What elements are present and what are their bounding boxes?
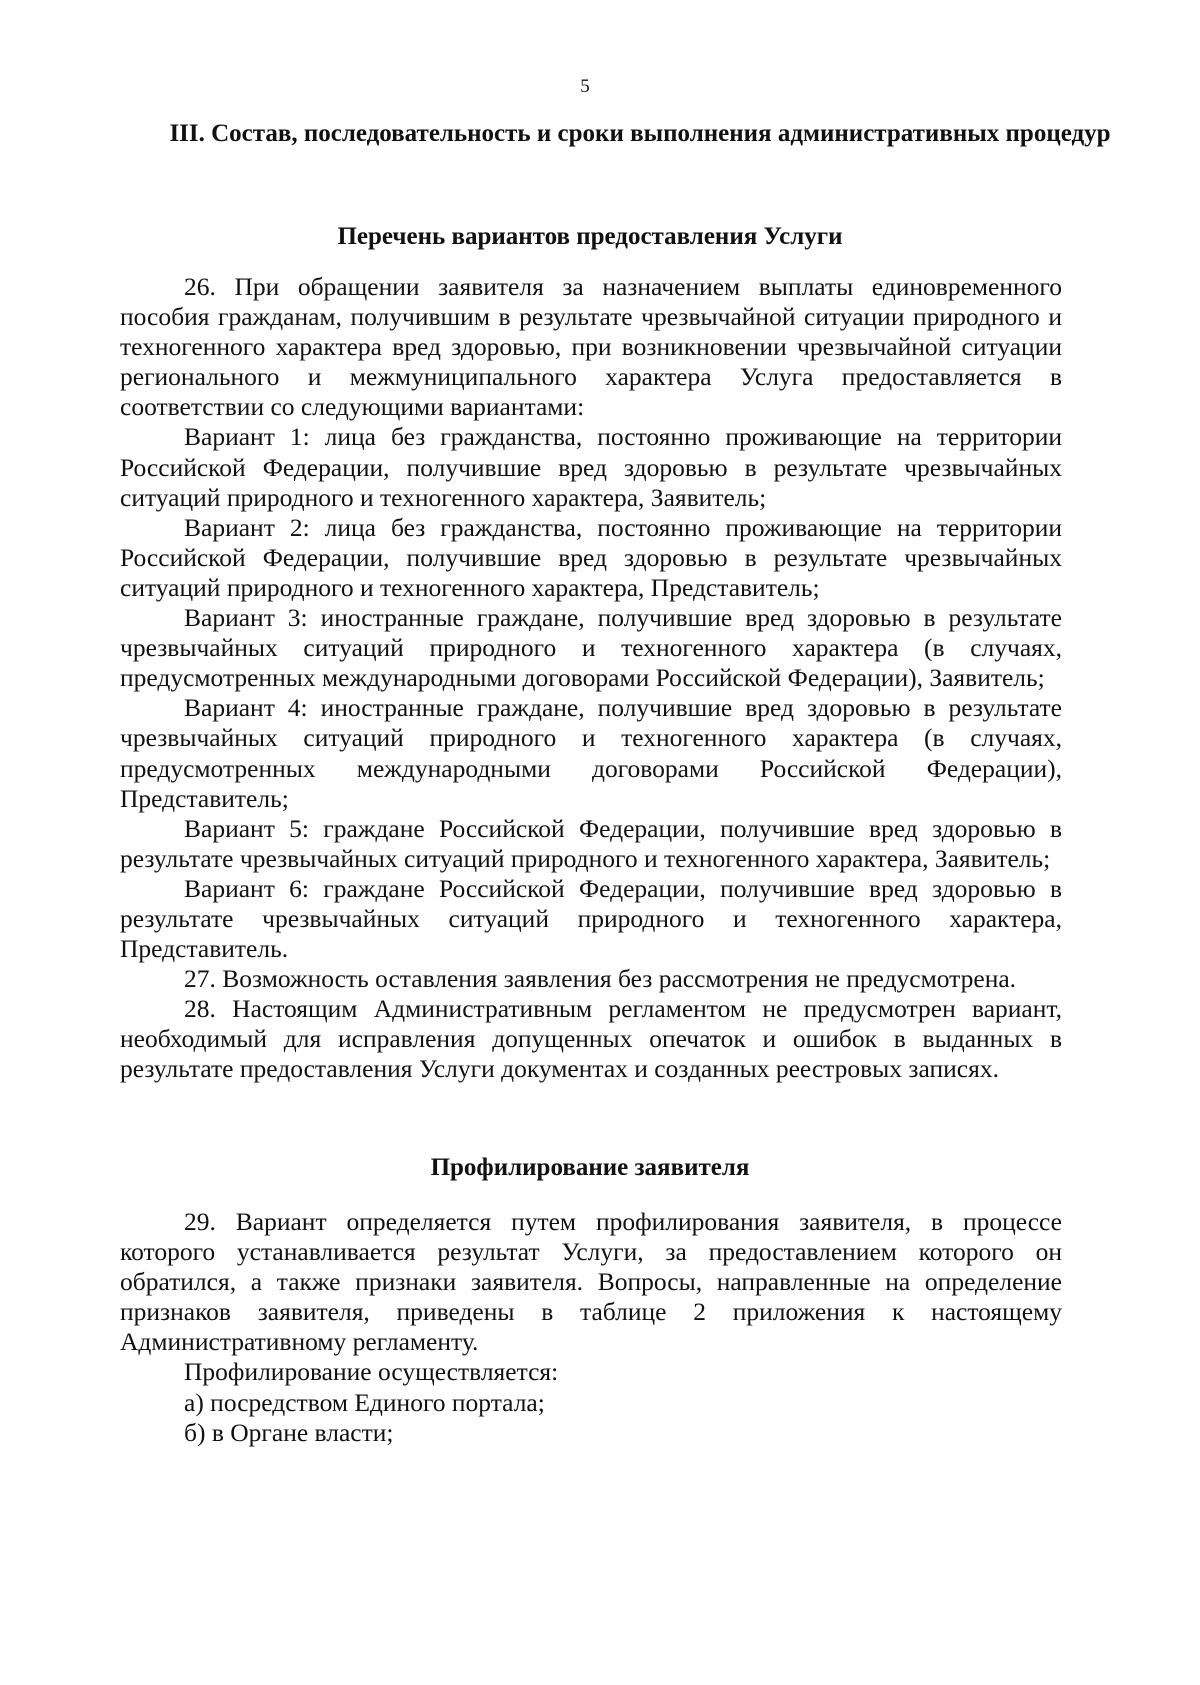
list-item-a: а) посредством Единого портала; [184,1387,545,1417]
body-section-profiling [120,1207,1062,1448]
paragraph-variant-5: Вариант 5: граждане Российской Федерации, получившие вред здоровью в результате чрезвычайных ситуаций природного и техногенного характера, Заявитель; [120,813,1062,873]
section-title: III. Состав, последовательность и сроки выполнения административных процедур [169,120,1111,147]
paragraph-variant-6: Вариант 6: граждане Российской Федерации, получившие вред здоровью в результате чрезвычайных ситуаций природного и техногенного характера, Представитель. [120,873,1062,964]
body-section-variants [120,272,1062,1085]
paragraph-26: 26. При обращении заявителя за назначением выплаты единовременного пособия гражданам, получившим в результате чрезвычайной ситуации природного и техногенного характера вред здоровью, при возникновении чрезвычайной ситуации регионального и межмуниципального характера Услуга предоставляется в соответствии со следующими вариантами: [120,272,1062,422]
paragraph-28: 28. Настоящим Административным регламентом не предусмотрен вариант, необходимый для исправления допущенных опечаток и ошибок в выданных в результате предоставления Услуги документах и созданных реестровых записях. [120,994,1062,1084]
paragraph-27: 27. Возможность оставления заявления без рассмотрения не предусмотрена. [184,964,1017,994]
heading-applicant-profiling: Профилирование заявителя [430,1154,750,1181]
paragraph-variant-2: Вариант 2: лица без гражданства, постоянно проживающие на территории Российской Федерации, получившие вред здоровью в результате чрезвычайных ситуаций природного и техногенного характера, Представитель; [120,512,1062,602]
paragraph-profiling-methods: Профилирование осуществляется: [184,1357,559,1387]
paragraph-29: 29. Вариант определяется путем профилирования заявителя, в процессе которого устанавливается результат Услуги, за предоставлением которого он обратился, а также признаки заявителя. Вопросы, направленные на определение признаков заявителя, приведены в таблице 2 приложения к настоящему Административному регламенту. [120,1207,1062,1357]
heading-service-variants: Перечень вариантов предоставления Услуги [337,223,843,250]
paragraph-variant-1: Вариант 1: лица без гражданства, постоянно проживающие на территории Российской Федерации, получившие вред здоровью в результате чрезвычайных ситуаций природного и техногенного характера, Заявитель; [120,422,1062,512]
list-item-b: б) в Органе власти; [184,1417,394,1447]
paragraph-variant-4: Вариант 4: иностранные граждане, получившие вред здоровью в результате чрезвычайных ситуаций природного и техногенного характера (в случаях, предусмотренных международными договорами Российской Федерации), Представитель; [120,693,1062,813]
page-number: 5 [580,76,590,97]
paragraph-variant-3: Вариант 3: иностранные граждане, получившие вред здоровью в результате чрезвычайных ситуаций природного и техногенного характера (в случаях, предусмотренных международными договорами Российской Федерации), Заявитель; [120,603,1062,693]
